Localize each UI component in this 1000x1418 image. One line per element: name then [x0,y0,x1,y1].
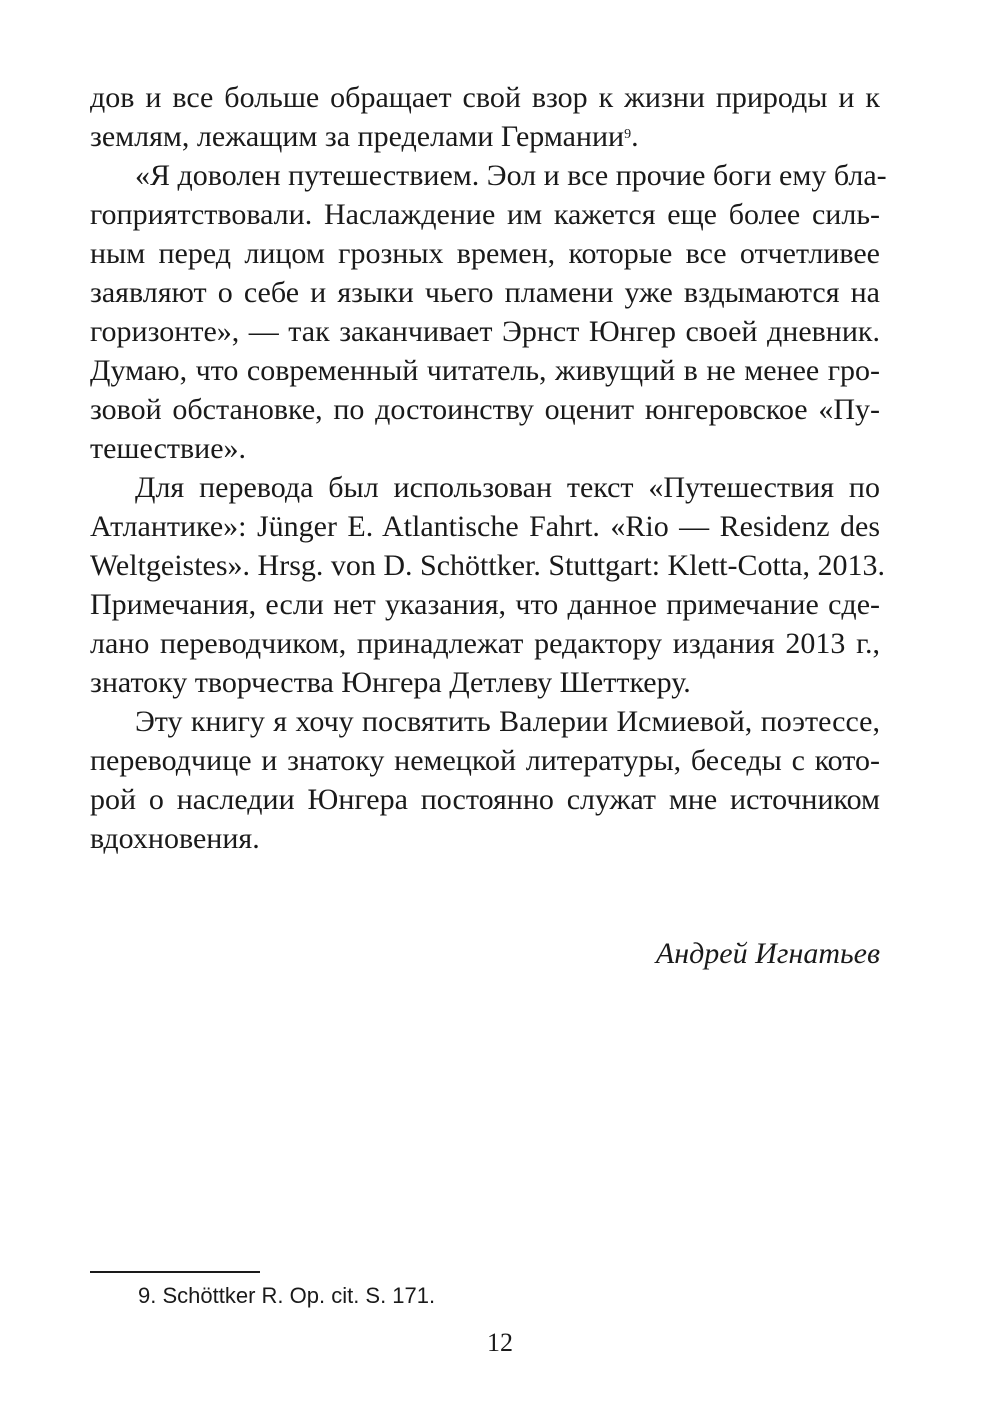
paragraph-continuation [90,78,880,156]
text-fragment: землям, лежащим за пределами Германии [90,120,625,153]
text-line: рой о наследии Юнгера постоянно служат мне источником [90,783,880,816]
text-line: Weltgeistes». Hrsg. von D. Schöttker. Stuttgart: Klett-Cotta, 2013. [90,549,885,582]
footnote-divider [90,1271,260,1273]
footnote-text: 9. Schöttker R. Op. cit. S. 171. [138,1283,436,1308]
text-fragment: . [631,120,639,153]
text-line: горизонте», — так заканчивает Эрнст Юнгер своей дневник. [90,315,880,348]
text-line: зовой обстановке, по достоинству оценит юнгеровское «Пу- [90,393,880,426]
text-line: «Я доволен путешествием. Эол и все прочие боги ему бла- [135,159,887,192]
text-line: переводчице и знатоку немецкой литературы, беседы с кото- [90,744,880,777]
text-line: Примечания, если нет указания, что данное примечание сде- [90,588,880,621]
text-line: тешествие». [90,432,247,465]
text-line: гоприятствовали. Наслаждение им кажется еще более силь- [90,198,880,231]
paragraph-quote [90,156,887,468]
body-text [90,78,887,858]
text-line: дов и все больше обращает свой взор к жизни природы и к [90,81,880,114]
paragraph-source [90,468,885,702]
text-line: вдохновения. [90,822,260,855]
author-signature: Андрей Игнатьев [655,937,880,970]
text-line: знатоку творчества Юнгера Детлеву Шетткеру. [90,666,691,699]
text-line: ным перед лицом грозных времен, которые все отчетливее [90,237,880,270]
text-line: заявляют о себе и языки чьего пламени уже вздымаются на [90,276,880,309]
text-line: Думаю, что современный читатель, живущий в не менее гро- [90,354,880,387]
paragraph-dedication [90,702,880,858]
text-line: лано переводчиком, принадлежат редактору издания 2013 г., [90,627,880,660]
text-line [90,117,880,156]
text-line: Эту книгу я хочу посвятить Валерии Исмиевой, поэтессе, [135,705,880,738]
text-line: Для перевода был использован текст «Путешествия по [135,471,880,504]
text-line: Атлантике»: Jünger E. Atlantische Fahrt. «Rio — Residenz des [90,510,880,543]
page-number: 12 [487,1328,513,1357]
footnote-reference: 9 [624,127,632,142]
